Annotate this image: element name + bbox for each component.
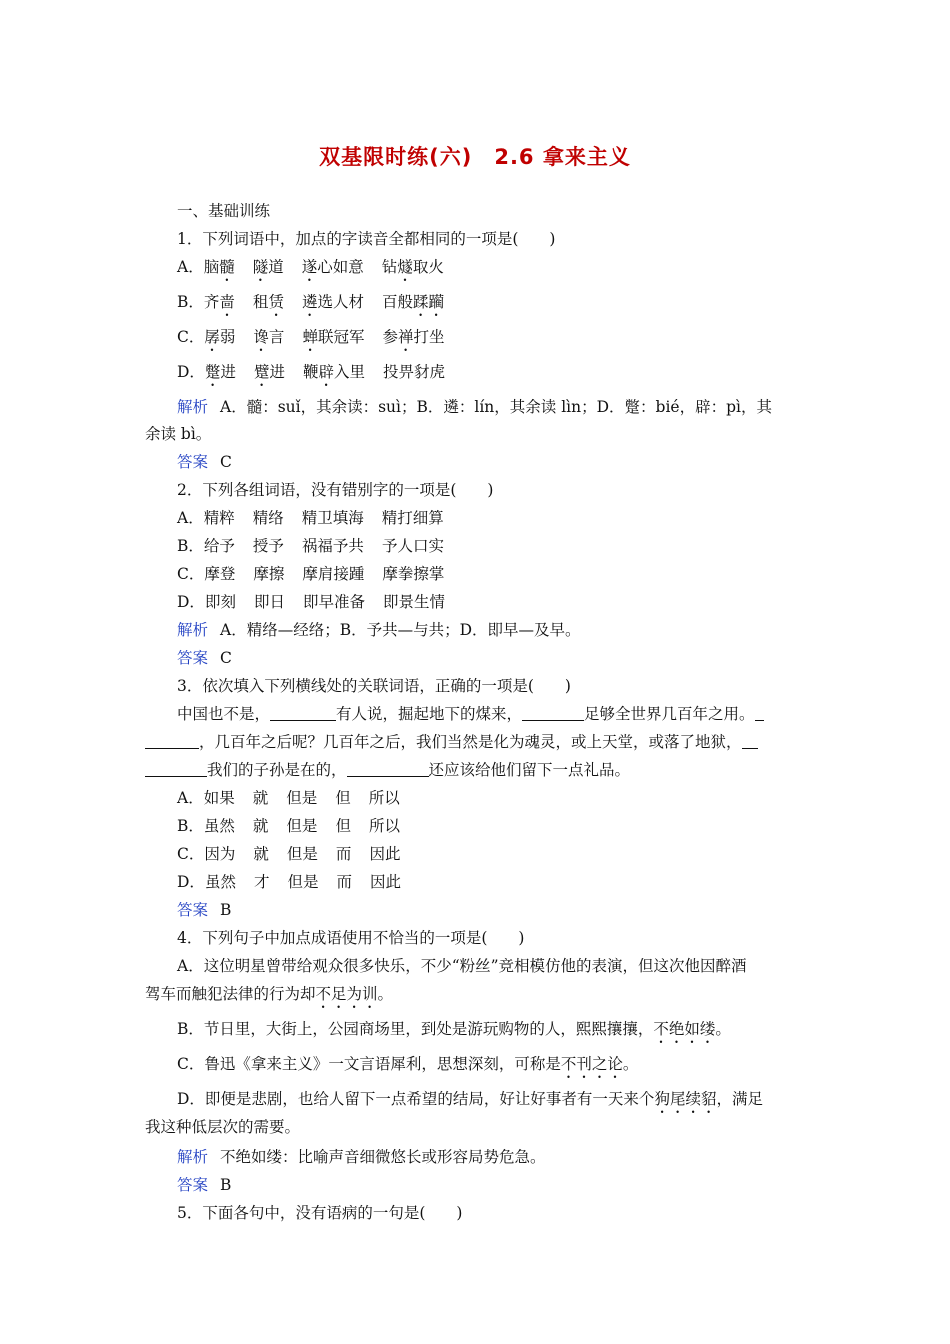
page-title: 双基限时练(六) 2.6 拿来主义	[319, 145, 631, 169]
q3-option-d: D．虽然 才 但是 而 因此	[177, 873, 402, 891]
q2-option-b: B．给予 授予 祸福予共 予人口实	[177, 537, 444, 555]
answer-label: 答案	[177, 1176, 209, 1194]
q1-stem: 1．下列词语中，加点的字读音全都相同的一项是( )	[177, 230, 556, 248]
q3-passage-line1: 中国也不是， 有人说，掘起地下的煤来， 足够全世界几百年之用。	[177, 703, 810, 725]
q4-option-d-line2: 我这种低层次的需要。	[145, 1118, 301, 1136]
answer-label: 答案	[177, 901, 209, 919]
q4-answer: 答案 B	[177, 1176, 232, 1194]
q4-option-b: B．节日里，大街上，公园商场里，到处是游玩购物的人，熙熙攘攘，不绝如缕。	[177, 1020, 731, 1038]
fill-blank	[522, 704, 584, 721]
q4-explanation: 解析 不绝如缕：比喻声音细微悠长或形容局势危急。	[177, 1148, 546, 1166]
q1-option-c: C．孱弱 谗言 蝉联冠军 参禅打坐	[177, 328, 445, 346]
fill-blank	[755, 704, 764, 721]
fill-blank	[145, 760, 207, 777]
q3-passage-line3: 我们的子孙是在的， 还应该给他们留下一点礼品。	[145, 759, 810, 781]
fill-blank	[742, 732, 758, 749]
q4-option-a-line1: A．这位明星曾带给观众很多快乐，不少“粉丝”竞相模仿他的表演，但这次他因醉酒	[177, 957, 747, 975]
q1-explanation-cont: 余读 bì。	[145, 425, 212, 443]
explanation-label: 解析	[177, 398, 209, 416]
q4-option-d-line1: D．即便是悲剧，也给人留下一点希望的结局，好让好事者有一天来个狗尾续貂，满足	[177, 1090, 763, 1108]
q1-option-a: A．脑髓 隧道 遂心如意 钻燧取火	[177, 258, 444, 276]
section-heading: 一、基础训练	[177, 202, 271, 220]
q3-option-c: C．因为 就 但是 而 因此	[177, 845, 401, 863]
q2-option-d: D．即刻 即日 即早准备 即景生情	[177, 593, 445, 611]
answer-label: 答案	[177, 453, 209, 471]
explanation-label: 解析	[177, 1148, 209, 1166]
q4-option-a-line2: 驾车而触犯法律的行为却不足为训。	[145, 985, 394, 1003]
q1-explanation: 解析 A．髓：suǐ，其余读：suì；B．遴：lín，其余读 lìn；D．蹩：bié，辟：pì，其	[177, 398, 772, 416]
answer-label: 答案	[177, 649, 209, 667]
q3-passage-line2: ，几百年之后呢？几百年之后，我们当然是化为魂灵，或上天堂，或落了地狱，	[145, 731, 810, 753]
q4-option-c: C．鲁迅《拿来主义》一文言语犀利，思想深刻，可称是不刊之论。	[177, 1055, 639, 1073]
q3-stem: 3．依次填入下列横线处的关联词语，正确的一项是( )	[177, 677, 571, 695]
q2-answer: 答案 C	[177, 649, 232, 667]
q4-stem: 4．下列句子中加点成语使用不恰当的一项是( )	[177, 929, 525, 947]
q2-option-a: A．精粹 精络 精卫填海 精打细算	[177, 509, 444, 527]
q3-option-a: A．如果 就 但是 但 所以	[177, 789, 400, 807]
fill-blank	[270, 704, 336, 721]
q1-option-b: B．齐啬 租赁 遴选人材 百般蹂躏	[177, 293, 445, 311]
q5-stem: 5．下面各句中，没有语病的一句是( )	[177, 1204, 463, 1222]
explanation-label: 解析	[177, 621, 209, 639]
q2-stem: 2．下列各组词语，没有错别字的一项是( )	[177, 481, 494, 499]
q2-option-c: C．摩登 摩擦 摩肩接踵 摩拳擦掌	[177, 565, 445, 583]
q3-answer: 答案 B	[177, 901, 232, 919]
q2-explanation: 解析 A．精络—经络；B．予共—与共；D．即早—及早。	[177, 621, 581, 639]
q1-option-d: D．蹩进 躄进 鞭辟入里 投畀豺虎	[177, 363, 446, 381]
fill-blank	[145, 732, 199, 749]
q1-answer: 答案 C	[177, 453, 232, 471]
fill-blank	[347, 760, 429, 777]
q3-option-b: B．虽然 就 但是 但 所以	[177, 817, 400, 835]
